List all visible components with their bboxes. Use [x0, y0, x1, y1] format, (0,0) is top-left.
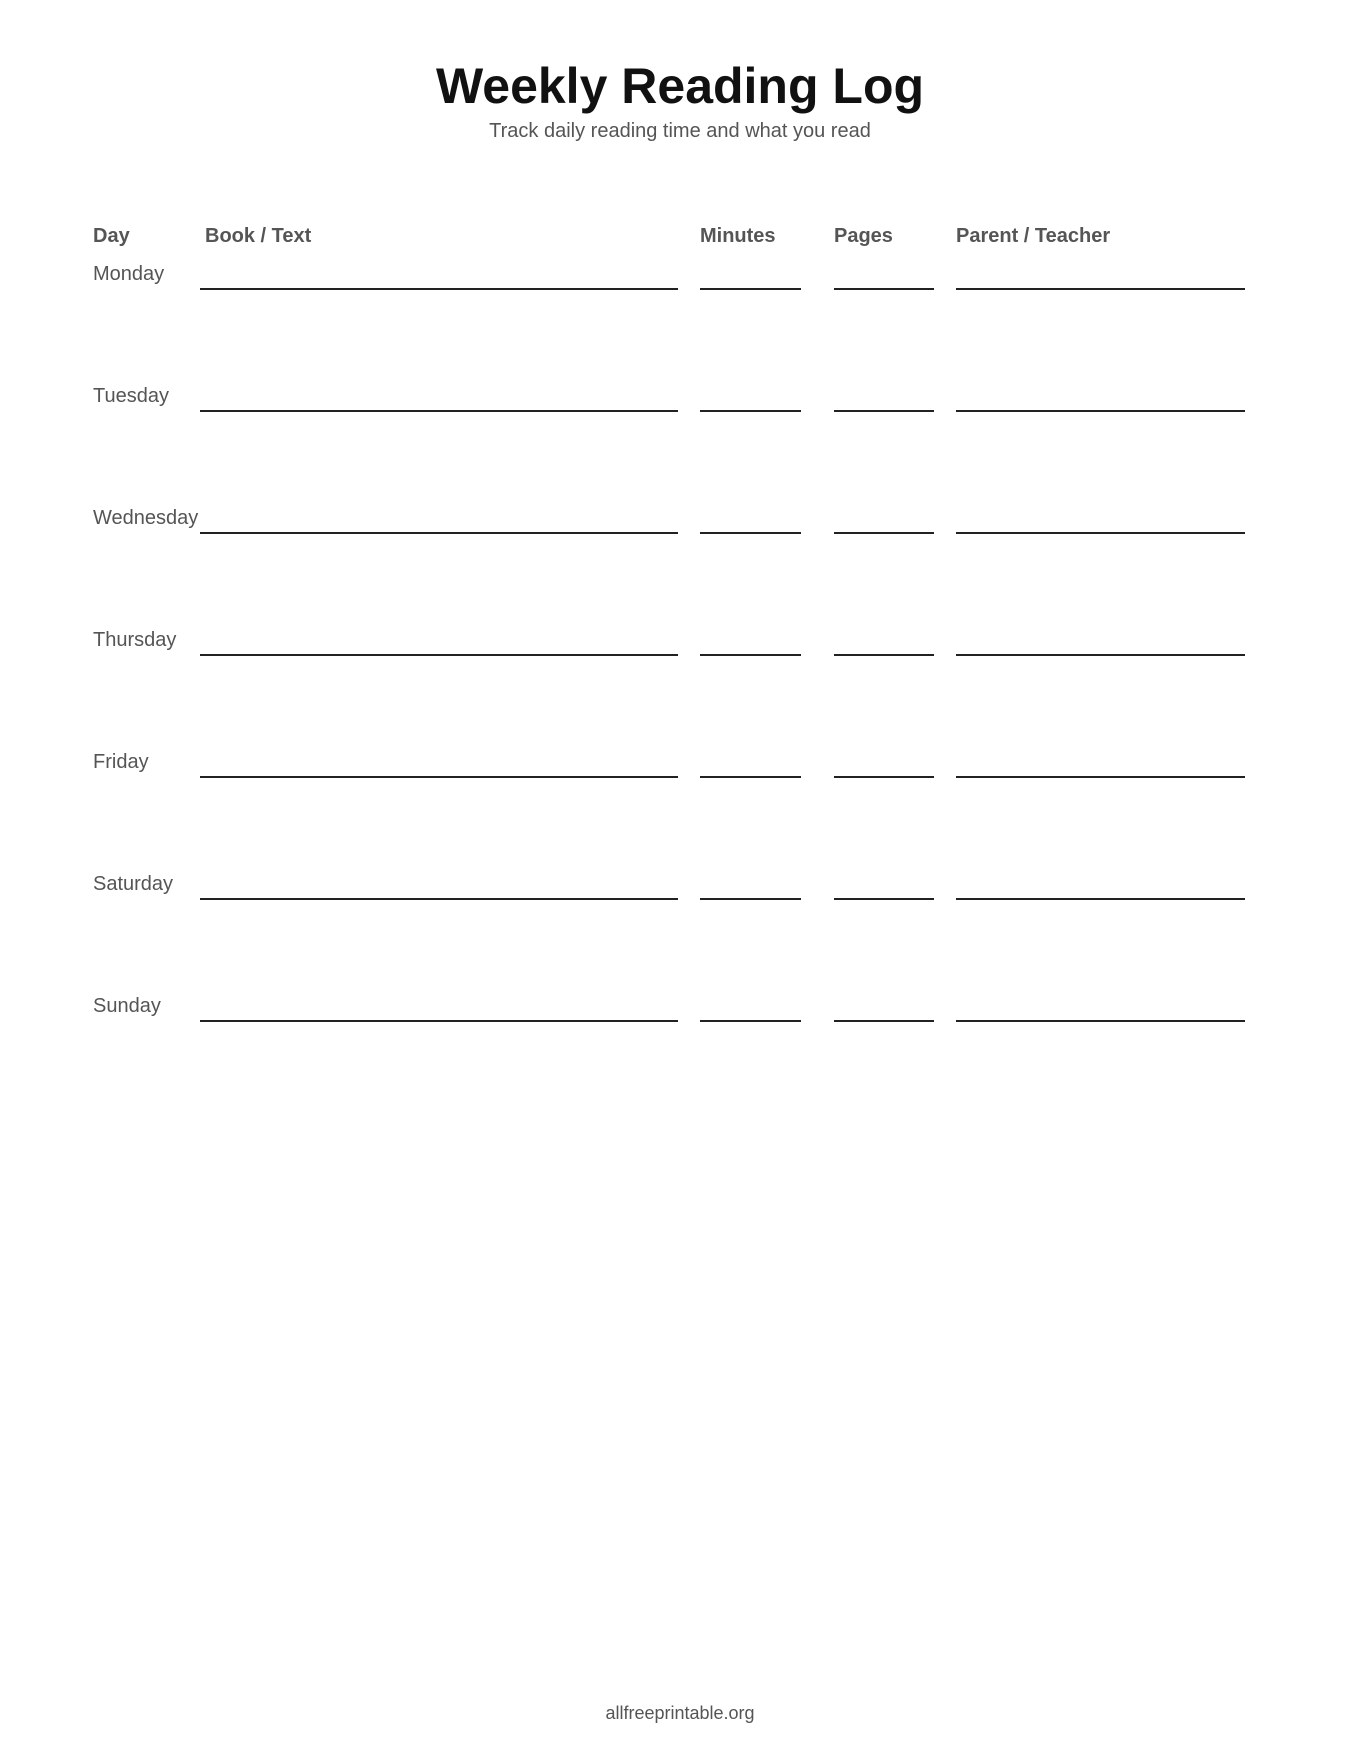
page-subtitle: Track daily reading time and what you read: [489, 120, 871, 142]
day-label: Sunday: [93, 995, 161, 1017]
log-row-tuesday: [0, 384, 1360, 424]
log-row-friday: [0, 750, 1360, 790]
log-row-saturday: [0, 872, 1360, 912]
pages-entry-line[interactable]: [834, 898, 934, 900]
pages-entry-line[interactable]: [834, 1020, 934, 1022]
minutes-entry-line[interactable]: [700, 532, 801, 534]
column-header-book: Book / Text: [205, 225, 312, 247]
log-row-thursday: [0, 628, 1360, 668]
minutes-entry-line[interactable]: [700, 410, 801, 412]
book-entry-line[interactable]: [200, 654, 678, 656]
page-title: Weekly Reading Log: [435, 58, 925, 114]
minutes-entry-line[interactable]: [700, 654, 801, 656]
parent-teacher-entry-line[interactable]: [956, 1020, 1245, 1022]
book-entry-line[interactable]: [200, 288, 678, 290]
minutes-entry-line[interactable]: [700, 288, 801, 290]
book-entry-line[interactable]: [200, 1020, 678, 1022]
parent-teacher-entry-line[interactable]: [956, 288, 1245, 290]
parent-teacher-entry-line[interactable]: [956, 898, 1245, 900]
day-label: Wednesday: [93, 507, 199, 529]
log-row-monday: [0, 262, 1360, 302]
parent-teacher-entry-line[interactable]: [956, 654, 1245, 656]
pages-entry-line[interactable]: [834, 288, 934, 290]
day-label: Monday: [93, 263, 165, 285]
book-entry-line[interactable]: [200, 532, 678, 534]
day-label: Saturday: [93, 873, 174, 895]
pages-entry-line[interactable]: [834, 776, 934, 778]
pages-entry-line[interactable]: [834, 532, 934, 534]
column-header-pages: Pages: [834, 225, 893, 247]
minutes-entry-line[interactable]: [700, 1020, 801, 1022]
column-header-day: Day: [93, 225, 130, 247]
minutes-entry-line[interactable]: [700, 776, 801, 778]
pages-entry-line[interactable]: [834, 410, 934, 412]
book-entry-line[interactable]: [200, 410, 678, 412]
day-label: Tuesday: [93, 385, 169, 407]
parent-teacher-entry-line[interactable]: [956, 410, 1245, 412]
book-entry-line[interactable]: [200, 898, 678, 900]
pages-entry-line[interactable]: [834, 654, 934, 656]
day-label: Friday: [93, 751, 149, 773]
book-entry-line[interactable]: [200, 776, 678, 778]
log-row-wednesday: [0, 506, 1360, 546]
log-row-sunday: [0, 994, 1360, 1034]
column-header-minutes: Minutes: [700, 225, 776, 247]
minutes-entry-line[interactable]: [700, 898, 801, 900]
day-label: Thursday: [93, 629, 177, 651]
footer-site-credit: allfreeprintable.org: [605, 1703, 755, 1723]
parent-teacher-entry-line[interactable]: [956, 776, 1245, 778]
column-header-parent-teacher: Parent / Teacher: [956, 225, 1111, 247]
parent-teacher-entry-line[interactable]: [956, 532, 1245, 534]
